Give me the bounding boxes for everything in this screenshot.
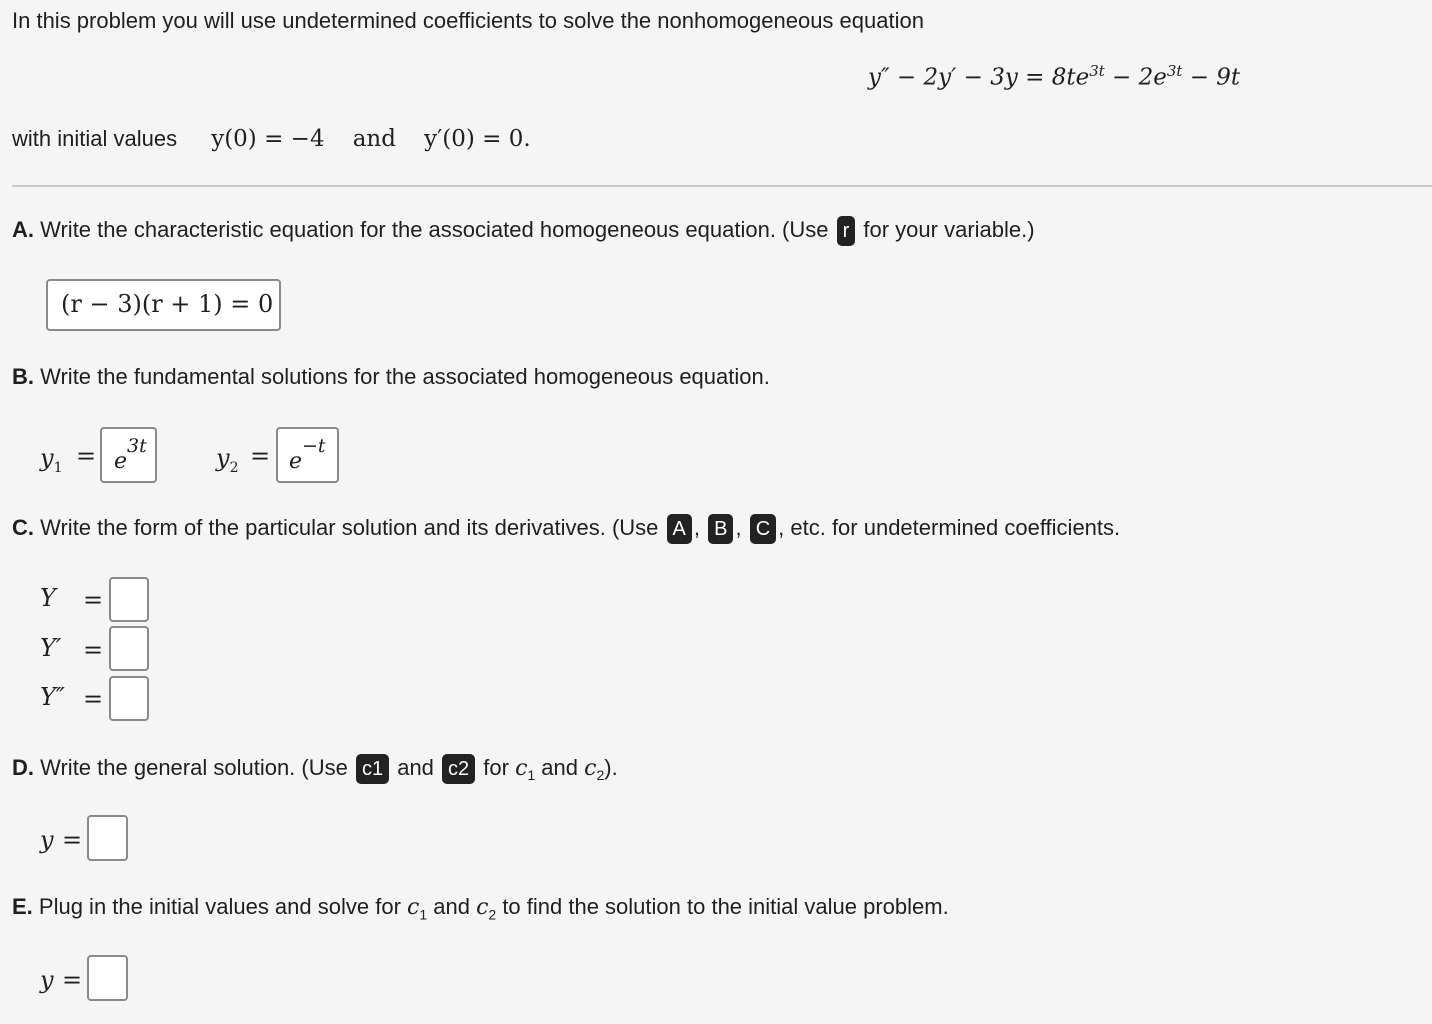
y-double-prime-equals: =: [83, 685, 104, 713]
initial-yp0: y′(0) = 0.: [424, 126, 531, 152]
characteristic-equation-input[interactable]: [46, 279, 281, 331]
y-prime-label: Y′: [40, 634, 62, 662]
part-e-prompt: [12, 894, 949, 922]
initial-y0: y(0) = −4: [211, 126, 325, 152]
part-a-prompt: [12, 216, 1035, 246]
equation-exp-2: 3t: [1166, 62, 1183, 80]
y1-base: e: [114, 449, 128, 474]
part-d-letter: D.: [12, 754, 34, 780]
part-c-text: Write the form of the particular solution and its derivatives. (Use: [34, 514, 665, 540]
part-a-text-after: for your variable.): [857, 216, 1035, 242]
part-c-letter: C.: [12, 514, 34, 540]
y2-label: [216, 444, 238, 476]
tag-c: C: [750, 514, 776, 544]
part-e-text: Plug in the initial values and solve for: [32, 894, 408, 919]
y2-equals: =: [250, 442, 271, 470]
part-d-and2: and: [535, 754, 585, 780]
y-double-prime-label: Y″: [40, 683, 65, 711]
general-solution-input[interactable]: [87, 815, 128, 861]
tag-b: B: [708, 514, 733, 544]
part-d-text: Write the general solution. (Use: [34, 754, 354, 780]
particular-y-input[interactable]: [109, 577, 149, 622]
initial-values: [12, 126, 531, 152]
main-equation: [868, 62, 1240, 91]
equation-lhs: y″ − 2y′ − 3y = 8te: [868, 64, 1090, 91]
y1-label: [40, 444, 62, 476]
part-e-c2-sub: 2: [488, 906, 497, 923]
y-prime-equals: =: [83, 636, 104, 664]
part-e-and: and: [427, 894, 477, 919]
part-b-letter: B.: [12, 364, 34, 389]
equation-exp-1: 3t: [1089, 62, 1105, 80]
part-e-letter: E.: [12, 894, 33, 919]
y2-exp: −t: [302, 435, 326, 457]
initial-label: with initial values: [12, 126, 178, 151]
particular-y-double-prime-input[interactable]: [109, 676, 149, 721]
characteristic-equation-value: (r − 3)(r + 1) = 0: [61, 290, 274, 318]
part-e-c1: c: [407, 895, 420, 920]
y-label: Y: [40, 584, 56, 612]
y2-input[interactable]: [276, 427, 339, 483]
y1-sub: 1: [53, 459, 63, 476]
ivp-y-equals: =: [62, 966, 83, 994]
tag-a: A: [667, 514, 692, 544]
y2-letter: y: [216, 444, 230, 472]
part-a-text: Write the characteristic equation for the associated homogeneous equation. (Use: [34, 216, 835, 242]
initial-and: and: [352, 126, 396, 152]
intro-text: In this problem you will use undetermined coefficients to solve the nonhomogeneous equation: [12, 8, 924, 33]
particular-y-prime-input[interactable]: [109, 626, 149, 671]
y-equals: =: [83, 586, 104, 614]
y1-exp: 3t: [127, 435, 147, 457]
part-b-prompt: [12, 364, 770, 390]
y1-letter: y: [40, 444, 54, 472]
general-y-label: y: [40, 826, 54, 854]
ivp-y-label: y: [40, 966, 54, 994]
tag-c1: c1: [356, 754, 389, 784]
part-d-c1-sub: 1: [527, 767, 536, 784]
general-y-equals: =: [62, 826, 83, 854]
part-e-c1-sub: 1: [419, 906, 428, 923]
equation-end: − 9t: [1182, 64, 1241, 91]
part-d-c2: c: [584, 755, 597, 781]
y1-input[interactable]: [100, 427, 157, 483]
part-c-text-after: , etc. for undetermined coefficients.: [778, 514, 1121, 540]
tag-c2: c2: [442, 754, 475, 784]
part-d-for: for: [477, 754, 516, 780]
part-d-end: ).: [604, 754, 618, 780]
divider: [12, 185, 1432, 187]
part-a-letter: A.: [12, 216, 34, 242]
part-e-text-after: to find the solution to the initial value problem.: [496, 894, 949, 919]
part-b-text: Write the fundamental solutions for the associated homogeneous equation.: [34, 364, 770, 389]
part-e-c2: c: [476, 895, 489, 920]
equation-mid: − 2e: [1104, 64, 1167, 91]
part-d-prompt: [12, 754, 618, 784]
y2-sub: 2: [229, 459, 239, 476]
part-d-c1: c: [515, 755, 528, 781]
part-c-prompt: C. Write the form of the particular solution and its derivatives. (Use A , B , C , etc. for undetermined coefficients.: [12, 514, 1120, 544]
y2-base: e: [289, 449, 303, 474]
y1-equals: =: [76, 442, 97, 470]
part-d-and: and: [391, 754, 441, 780]
tag-r: r: [837, 216, 856, 246]
part-d-c2-sub: 2: [596, 767, 605, 784]
ivp-solution-input[interactable]: [87, 955, 128, 1001]
